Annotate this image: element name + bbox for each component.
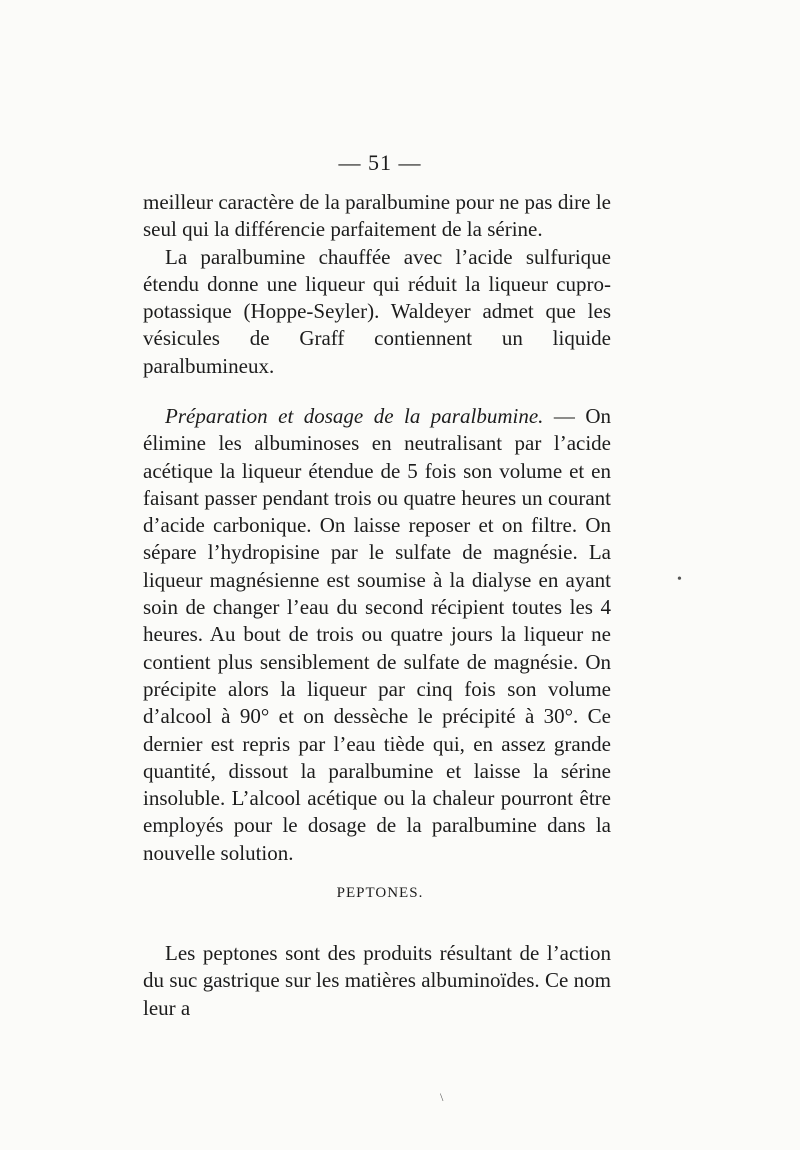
text-block-top <box>143 189 611 380</box>
paragraph-peptones: Les peptones sont des produits résultant de l’action du suc gastrique sur les matières albuminoïdes. Ce nom leur a <box>143 941 611 1020</box>
ink-stroke: \ <box>440 1090 444 1104</box>
page-number: — 51 — <box>338 150 422 175</box>
paragraph-paralbumine-reaction: La paralbumine chauffée avec l’acide sulfurique étendu donne une liqueur qui réduit la liqueur cupro-potassique (Hoppe-Seyler). Waldeyer admet que les vésicules de Graff contiennent un liquide paralbumineux. <box>143 244 611 378</box>
preparation-heading: Préparation et dosage de la paralbumine. <box>165 404 544 428</box>
text-block-peptones <box>143 940 611 1022</box>
paragraph-continuation: meilleur caractère de la paralbumine pour ne pas dire le seul qui la différencie parfaitement de la sérine. <box>143 190 611 242</box>
section-heading-peptones: PEPTONES. <box>336 885 424 901</box>
paragraph-preparation <box>143 403 611 867</box>
text-block-preparation <box>143 403 611 867</box>
preparation-body: — On élimine les albuminoses en neutralisant par l’acide acétique la liqueur étendue de 5 fois son volume et en faisant passer pendant trois ou quatre heures un courant d’acide carbonique. On laisse reposer et on filtre. On sépare l’hydropisine par le sulfate de magnésie. La liqueur magnésienne est soumise à la dialyse en ayant soin de changer l’eau du second récipient toutes les 4 heures. Au bout de trois ou quatre jours la liqueur ne contient plus sensiblement de sulfate de magnésie. On précipite alors la liqueur par cinq fois son volume d’alcool à 90° et on dessèche le précipité à 30°. Ce dernier est repris par l’eau tiède qui, en assez grande quantité, dissout la paralbumine et laisse la sérine insoluble. L’alcool acétique ou la chaleur pourront être employés pour le dosage de la paralbumine dans la nouvelle solution. <box>143 404 611 865</box>
ink-speck: • <box>677 572 682 587</box>
